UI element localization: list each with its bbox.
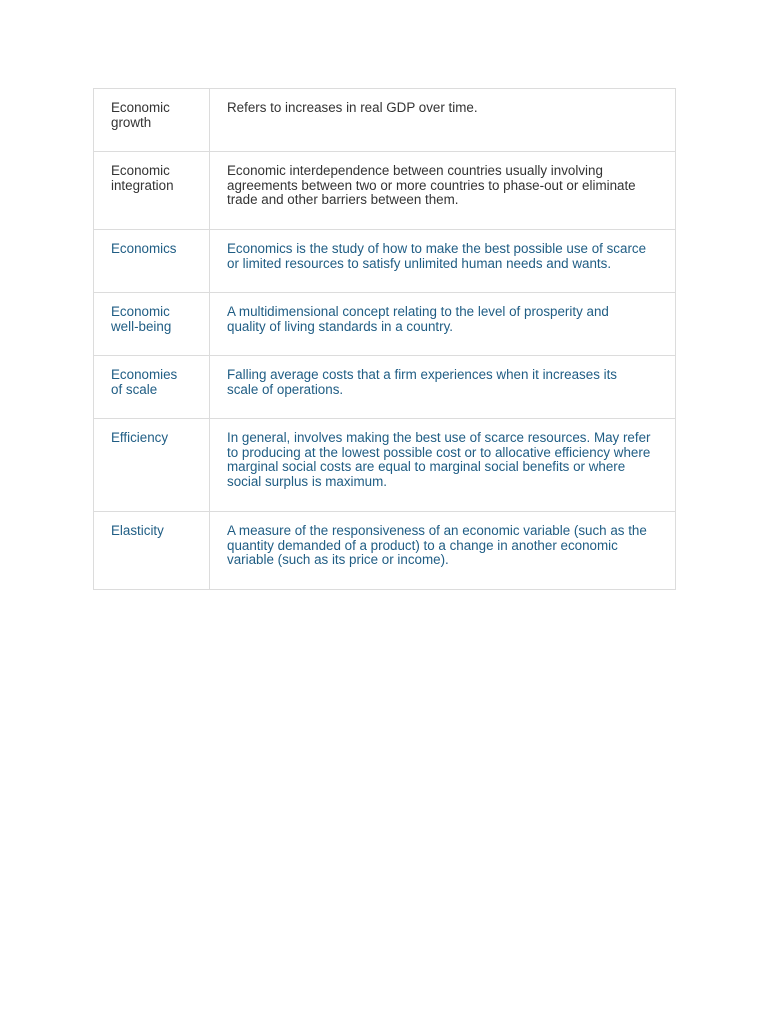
definition-cell bbox=[210, 356, 676, 419]
term-cell bbox=[94, 293, 210, 356]
definition-text: A measure of the responsiveness of an economic variable (such as the quantity demanded of a product) to a change in another economic variable (such as its price or income). bbox=[227, 523, 647, 568]
glossary-row-elasticity bbox=[94, 512, 676, 590]
definition-text: A multidimensional concept relating to the level of prosperity and quality of living standards in a country. bbox=[227, 304, 609, 334]
term-text: Economic growth bbox=[111, 100, 170, 130]
glossary-table bbox=[93, 88, 676, 590]
definition-cell bbox=[210, 293, 676, 356]
definition-cell bbox=[210, 152, 676, 230]
glossary-row-economies-of-scale bbox=[94, 356, 676, 419]
term-cell bbox=[94, 152, 210, 230]
definition-cell bbox=[210, 89, 676, 152]
term-cell bbox=[94, 512, 210, 590]
term-text: Elasticity bbox=[111, 523, 164, 538]
definition-text: Economics is the study of how to make the best possible use of scarce or limited resources to satisfy unlimited human needs and wants. bbox=[227, 241, 647, 271]
glossary-row-economic-integration bbox=[94, 152, 676, 230]
definition-text: In general, involves making the best use of scarce resources. May refer to producing at the lowest possible cost or to allocative efficiency where marginal social costs are equal to marginal social benefits or where social surplus is maximum. bbox=[227, 430, 651, 490]
term-cell bbox=[94, 356, 210, 419]
term-text: Efficiency bbox=[111, 430, 169, 445]
term-text: Economic integration bbox=[111, 163, 174, 193]
definition-text: Economic interdependence between countries usually involving agreements between two or more countries to phase-out or eliminate trade and other barriers between them. bbox=[227, 163, 636, 208]
term-text: Economies of scale bbox=[111, 367, 178, 397]
definition-text: Falling average costs that a firm experiences when it increases its scale of operations. bbox=[227, 367, 617, 397]
term-text: Economics bbox=[111, 241, 177, 256]
term-cell bbox=[94, 419, 210, 512]
definition-cell bbox=[210, 230, 676, 293]
glossary-row-economic-growth bbox=[94, 89, 676, 152]
definition-cell bbox=[210, 419, 676, 512]
definition-cell bbox=[210, 512, 676, 590]
definition-text: Refers to increases in real GDP over time. bbox=[227, 100, 478, 115]
glossary-row-efficiency bbox=[94, 419, 676, 512]
term-cell bbox=[94, 230, 210, 293]
glossary-row-economics bbox=[94, 230, 676, 293]
term-text: Economic well-being bbox=[111, 304, 172, 334]
glossary-row-economic-well-being bbox=[94, 293, 676, 356]
term-cell bbox=[94, 89, 210, 152]
